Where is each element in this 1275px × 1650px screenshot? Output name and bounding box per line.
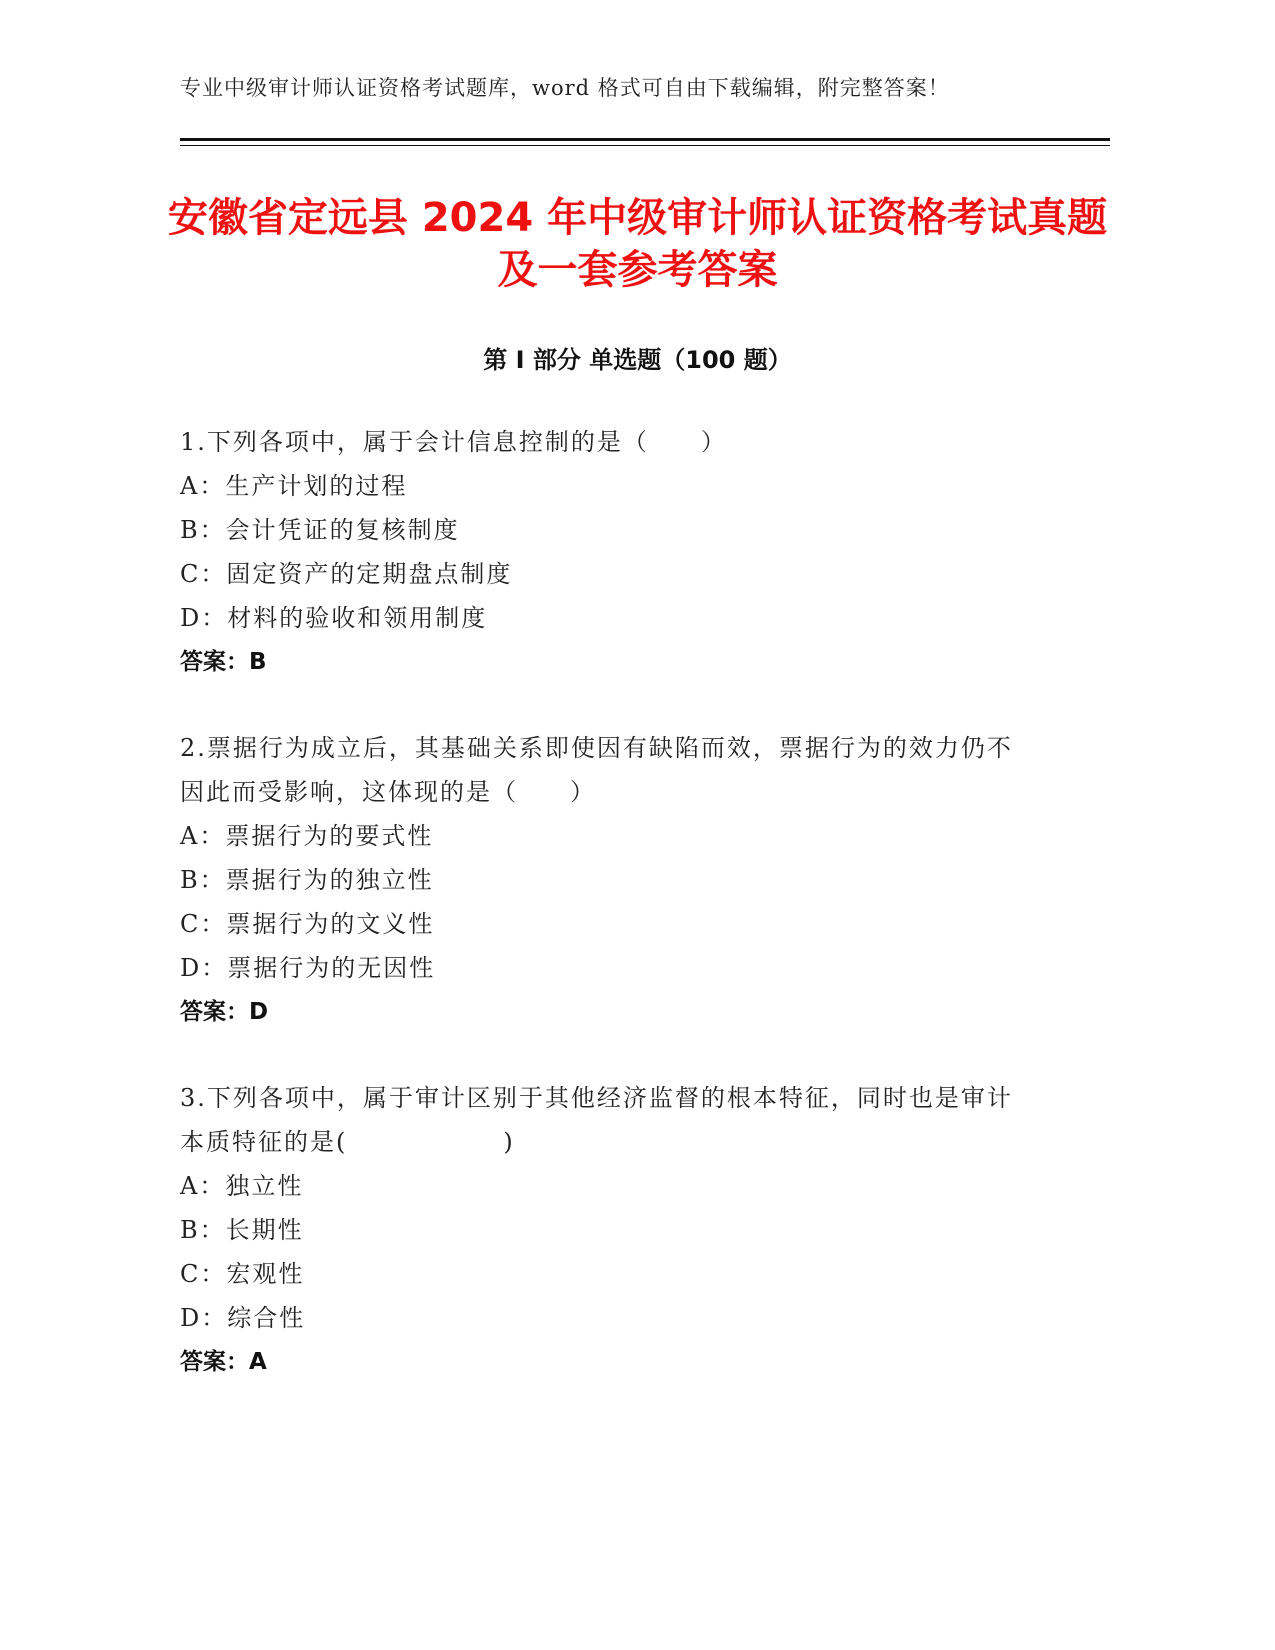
header-rule-thick <box>180 138 1110 141</box>
answer: 答案：D <box>180 999 269 1025</box>
option-c: C：固定资产的定期盘点制度 <box>180 560 513 588</box>
question-list <box>180 420 1030 1426</box>
question-3 <box>180 1076 1030 1384</box>
option-a: A：独立性 <box>180 1172 304 1200</box>
answer: 答案：B <box>180 649 267 675</box>
option-d: D：综合性 <box>180 1304 306 1332</box>
option-a: A：票据行为的要式性 <box>180 822 434 850</box>
question-1 <box>180 420 1030 684</box>
question-stem: 3.下列各项中，属于审计区别于其他经济监督的根本特征，同时也是审计本质特征的是( ) <box>180 1084 1013 1156</box>
question-2 <box>180 726 1030 1034</box>
option-a: A：生产计划的过程 <box>180 472 408 500</box>
option-c: C：票据行为的文义性 <box>180 910 435 938</box>
section-title: 第 I 部分 单选题（100 题） <box>483 346 792 374</box>
answer: 答案：A <box>180 1349 267 1375</box>
option-d: D：票据行为的无因性 <box>180 954 436 982</box>
question-stem: 1.下列各项中，属于会计信息控制的是（ ） <box>180 428 727 456</box>
document-title: 安徽省定远县 2024 年中级审计师认证资格考试真题及一套参考答案 <box>167 195 1108 293</box>
header-rule-thin <box>180 145 1110 146</box>
question-stem: 2.票据行为成立后，其基础关系即使因有缺陷而效，票据行为的效力仍不因此而受影响，这体现的是（ ） <box>180 734 1013 806</box>
option-d: D：材料的验收和领用制度 <box>180 604 488 632</box>
option-c: C：宏观性 <box>180 1260 305 1288</box>
header-note: 专业中级审计师认证资格考试题库，word 格式可自由下载编辑，附完整答案！ <box>180 76 950 100</box>
option-b: B：会计凭证的复核制度 <box>180 516 460 544</box>
option-b: B：长期性 <box>180 1216 304 1244</box>
option-b: B：票据行为的独立性 <box>180 866 434 894</box>
